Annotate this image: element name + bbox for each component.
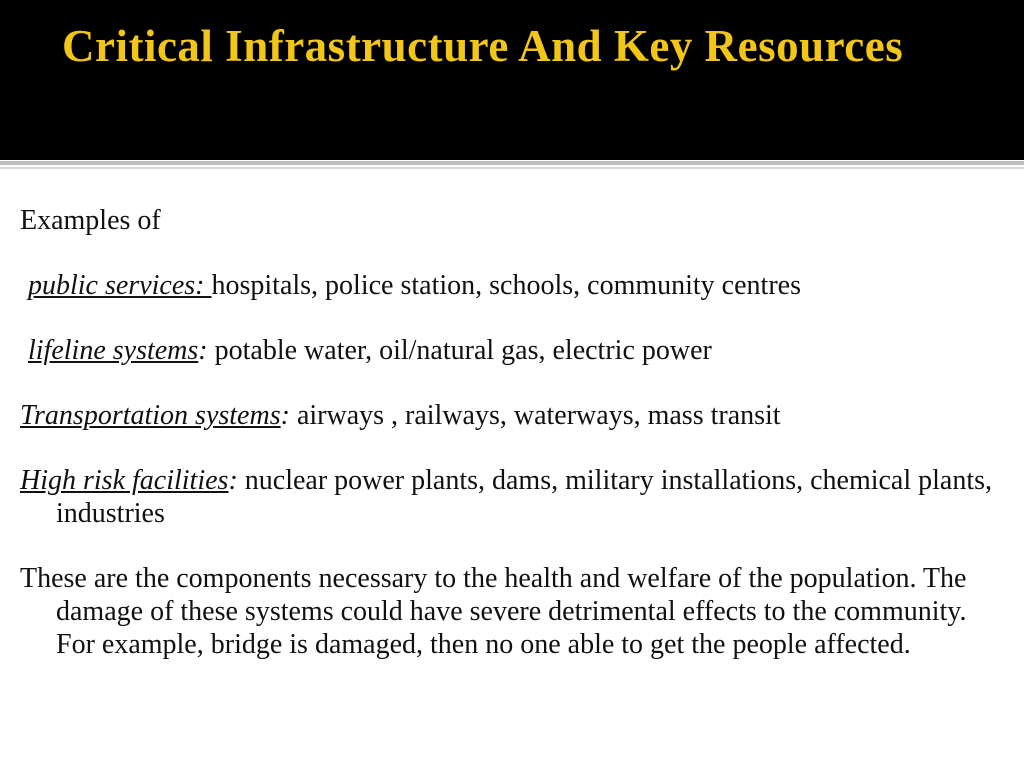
example-transportation-systems	[20, 399, 1000, 432]
example-description: hospitals, police station, schools, community centres	[211, 270, 801, 301]
summary-paragraph: These are the components necessary to the health and welfare of the population. The damage of these systems could have severe detrimental effects to the community. For example, bridge is damaged, then no one able to get the people affected.	[20, 563, 967, 660]
title-divider-secondary	[0, 167, 1024, 169]
example-description: potable water, oil/natural gas, electric power	[207, 335, 712, 366]
example-public-services	[28, 269, 1000, 302]
term-transportation-systems: Transportation systems	[20, 400, 281, 431]
slide-body	[20, 204, 1000, 693]
term-high-risk-facilities: High risk facilities	[20, 465, 229, 496]
term-colon: :	[228, 465, 238, 496]
example-high-risk-facilities	[20, 464, 1000, 530]
intro-text: Examples of	[20, 205, 161, 236]
example-description: nuclear power plants, dams, military installations, chemical plants, industries	[56, 465, 993, 529]
example-description: airways , railways, waterways, mass transit	[289, 400, 781, 431]
term-colon: :	[280, 400, 290, 431]
term-public-services: public services:	[28, 270, 212, 301]
title-divider	[0, 161, 1024, 165]
term-lifeline-systems: lifeline systems	[28, 335, 199, 366]
slide-title: Critical Infrastructure And Key Resources	[62, 21, 904, 71]
example-lifeline-systems	[28, 334, 1000, 367]
title-bar	[0, 0, 1024, 160]
term-colon: :	[198, 335, 208, 366]
